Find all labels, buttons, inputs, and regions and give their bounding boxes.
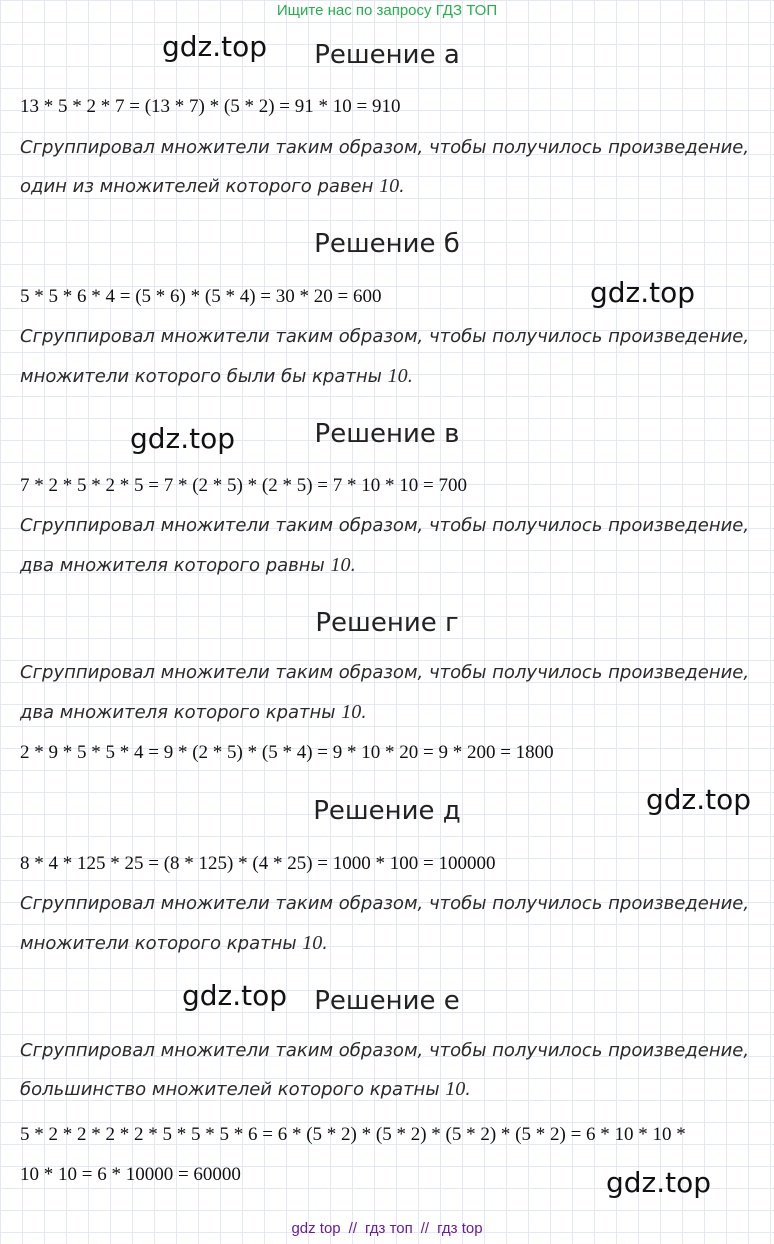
- note-text: множители которого были бы кратны: [20, 366, 388, 387]
- note-end: .: [465, 1079, 471, 1100]
- note-text: большинство множителей которого кратны: [20, 1079, 446, 1100]
- section-a-note-line1: Сгруппировал множители таким образом, чтобы получилось произведение,: [20, 137, 750, 158]
- note-end: .: [399, 176, 405, 197]
- section-g-equation: 2 * 9 * 5 * 5 * 4 = 9 * (2 * 5) * (5 * 4) = 9 * 10 * 20 = 9 * 200 = 1800: [20, 742, 554, 763]
- watermark: gdz.top: [590, 276, 696, 309]
- section-d-title: Решение д: [313, 796, 461, 826]
- section-b-equation: 5 * 5 * 6 * 4 = (5 * 6) * (5 * 4) = 30 * 20 = 600: [20, 286, 382, 307]
- section-v-note-line2: [20, 554, 356, 577]
- note-text: два множителя которого кратны: [20, 702, 342, 723]
- section-a-title: Решение а: [314, 40, 460, 70]
- section-b-note-line2: [20, 365, 413, 388]
- note-number: 10: [387, 365, 408, 387]
- section-v-equation: 7 * 2 * 5 * 2 * 5 = 7 * (2 * 5) * (2 * 5) = 7 * 10 * 10 = 700: [20, 475, 467, 496]
- section-a-note-line2: [20, 175, 405, 198]
- note-text: множители которого кратны: [20, 933, 303, 954]
- footer-link-gdz-top-ru[interactable]: гдз топ: [365, 1220, 413, 1237]
- section-d-note-line1: Сгруппировал множители таким образом, чтобы получилось произведение,: [20, 893, 750, 914]
- section-g-note-line2: [20, 701, 367, 724]
- footer-separator: //: [348, 1220, 357, 1237]
- note-end: .: [350, 555, 357, 576]
- section-b-note-line1: Сгруппировал множители таким образом, чтобы получилось произведение,: [20, 326, 750, 347]
- note-number: 10: [445, 1078, 466, 1100]
- section-d-note-line2: [20, 932, 328, 955]
- section-e-note-line2: [20, 1078, 471, 1101]
- section-e-title: Решение е: [314, 986, 460, 1016]
- note-text: один из множителей которого равен: [20, 176, 380, 197]
- section-b-title: Решение б: [314, 229, 460, 259]
- section-e-equation-line2: 10 * 10 = 6 * 10000 = 60000: [20, 1164, 241, 1185]
- watermark: gdz.top: [646, 783, 752, 816]
- section-e-note-line1: Сгруппировал множители таким образом, чтобы получилось произведение,: [20, 1040, 750, 1061]
- note-number: 10: [341, 701, 362, 723]
- watermark: gdz.top: [130, 422, 236, 455]
- note-end: .: [407, 366, 414, 387]
- note-number: 10: [302, 932, 323, 954]
- footer-separator: //: [420, 1220, 430, 1237]
- note-number: 10: [379, 175, 400, 197]
- section-e-equation-line1: 5 * 2 * 2 * 2 * 2 * 5 * 5 * 5 * 6 = 6 * (5 * 2) * (5 * 2) * (5 * 2) * (5 * 2) = 6 * 10 * 10 *: [20, 1124, 686, 1145]
- watermark: gdz.top: [606, 1166, 712, 1199]
- section-v-title: Решение в: [314, 419, 460, 449]
- section-v-note-line1: Сгруппировал множители таким образом, чтобы получилось произведение,: [20, 515, 750, 536]
- section-g-title: Решение г: [315, 608, 459, 638]
- section-g-note-line1: Сгруппировал множители таким образом, чтобы получилось произведение,: [20, 662, 750, 683]
- watermark: gdz.top: [162, 30, 268, 63]
- footer: [0, 1220, 774, 1237]
- top-banner[interactable]: Ищите нас по запросу ГДЗ ТОП: [276, 2, 498, 19]
- note-text: два множителя которого равны: [20, 555, 331, 576]
- watermark: gdz.top: [182, 979, 288, 1012]
- note-number: 10: [330, 554, 351, 576]
- note-end: .: [361, 702, 367, 723]
- section-a-equation: 13 * 5 * 2 * 7 = (13 * 7) * (5 * 2) = 91 * 10 = 910: [20, 96, 401, 117]
- footer-link-gdz-top-mixed[interactable]: гдз top: [437, 1220, 483, 1237]
- section-d-equation: 8 * 4 * 125 * 25 = (8 * 125) * (4 * 25) = 1000 * 100 = 100000: [20, 853, 496, 874]
- note-end: .: [322, 933, 329, 954]
- footer-link-gdz-top[interactable]: gdz top: [291, 1220, 341, 1237]
